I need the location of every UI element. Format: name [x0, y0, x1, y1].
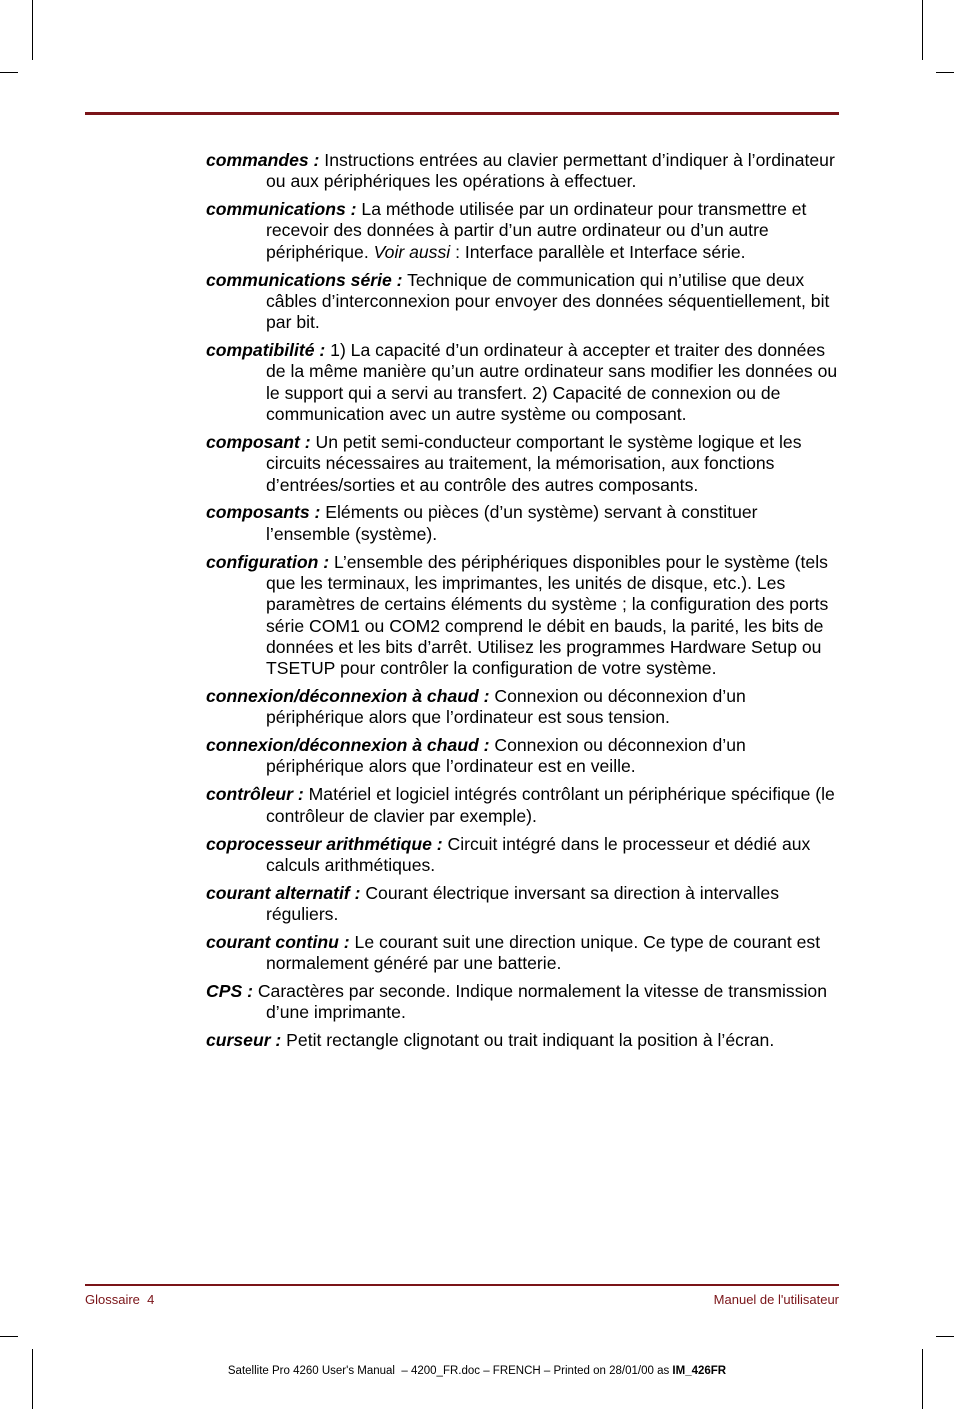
glossary-entry: [206, 552, 842, 680]
glossary-entry: [206, 502, 842, 545]
glossary-definition: La méthode utilisée par un ordinateur pour transmettre et recevoir des données à partir d’un autre ordinateur ou d’un autre périphérique.: [266, 199, 807, 262]
glossary-entry: [206, 981, 842, 1024]
crop-mark: [936, 72, 954, 73]
glossary-term: contrôleur :: [206, 784, 304, 805]
glossary-definition: Connexion ou déconnexion d’un périphérique alors que l’ordinateur est sous tension.: [266, 685, 746, 728]
glossary-list: [206, 150, 842, 1058]
crop-mark: [936, 1336, 954, 1337]
print-info-text: Satellite Pro 4260 User's Manual – 4200_FR.doc – FRENCH – Printed on 28/01/00 as: [227, 1365, 673, 1377]
glossary-definition: Le courant suit une direction unique. Ce type de courant est normalement généré par une batterie.: [266, 931, 821, 974]
print-code: IM_426FR: [672, 1365, 727, 1377]
glossary-entry: [206, 784, 842, 827]
header-rule: [85, 112, 839, 115]
glossary-definition: Instructions entrées au clavier permettant d’indiquer à l’ordinateur ou aux périphériques les opérations à effectuer.: [266, 150, 835, 192]
glossary-definition: Petit rectangle clignotant ou trait indiquant la position à l’écran.: [281, 1030, 775, 1051]
glossary-entry: [206, 150, 842, 193]
crop-mark: [32, 1349, 33, 1409]
glossary-term: compatibilité :: [206, 340, 326, 361]
glossary-entry: [206, 686, 842, 729]
glossary-entry: [206, 932, 842, 975]
glossary-entry: [206, 1030, 842, 1051]
footer-rule: [85, 1284, 839, 1286]
crop-mark: [0, 72, 18, 73]
crop-mark: [32, 0, 33, 60]
glossary-term: commandes :: [206, 150, 320, 170]
glossary-term: CPS :: [206, 981, 253, 1002]
glossary-definition: Technique de communication qui n’utilise que deux câbles d’interconnexion pour envoyer des données séquentiellement, bit par bit.: [266, 269, 830, 333]
glossary-entry: [206, 432, 842, 496]
glossary-entry: [206, 199, 842, 263]
glossary-definition: Un petit semi-conducteur comportant le système logique et les circuits nécessaires au traitement, la mémorisation, aux fonctions d’entrées/sorties et au contrôle des autres composants.: [266, 431, 802, 495]
glossary-term: courant alternatif :: [206, 882, 361, 903]
glossary-definition: L’ensemble des périphériques disponibles pour le système (tels que les terminaux, les imprimantes, les unités de disque, etc.). Les paramètres de certains éléments du système ; la configuration des ports série COM1 ou COM2 comprend le débit en bauds, la parité, les bits de données et les bits d’arrêt. Utilisez les programmes Hardware Setup ou TSETUP pour contrôler la configuration de votre système.: [266, 551, 829, 679]
glossary-definition: Matériel et logiciel intégrés contrôlant un périphérique spécifique (le contrôleur de clavier par exemple).: [266, 784, 835, 826]
crop-mark: [0, 1336, 18, 1337]
crop-mark: [922, 0, 923, 60]
glossary-term: coprocesseur arithmétique :: [206, 833, 443, 854]
glossary-entry: [206, 834, 842, 877]
crop-mark: [922, 1349, 923, 1409]
glossary-definition: 1) La capacité d’un ordinateur à accepter et traiter des données de la même manière qu’un autre ordinateur sans modifier les données ou le support qui a servi au transfert. 2) Capacité de connexion ou de communication avec un autre système ou composant.: [266, 340, 838, 425]
glossary-entry: [206, 340, 842, 425]
glossary-entry: [206, 270, 842, 334]
glossary-term: composant :: [206, 431, 311, 452]
footer-manual-title: Manuel de l'utilisateur: [713, 1292, 839, 1307]
glossary-term: courant continu :: [206, 931, 350, 952]
glossary-term: composants :: [206, 502, 321, 523]
glossary-definition: Connexion ou déconnexion d’un périphérique alors que l’ordinateur est en veille.: [266, 735, 746, 777]
see-also-text: : Interface parallèle et Interface série.: [450, 241, 746, 262]
see-also-label: Voir aussi: [373, 241, 451, 262]
glossary-definition: Courant électrique inversant sa direction à intervalles réguliers.: [266, 882, 780, 925]
glossary-term: communications série :: [206, 269, 403, 290]
glossary-definition: Eléments ou pièces (d’un système) servant à constituer l’ensemble (système).: [266, 502, 758, 544]
glossary-definition: Circuit intégré dans le processeur et dédié aux calculs arithmétiques.: [266, 833, 811, 875]
glossary-term: communications :: [206, 199, 357, 220]
glossary-entry: [206, 883, 842, 926]
glossary-term: connexion/déconnexion à chaud :: [206, 735, 490, 756]
glossary-term: configuration :: [206, 551, 330, 572]
glossary-term: curseur :: [206, 1030, 282, 1051]
print-info: [0, 1365, 954, 1377]
glossary-entry: [206, 735, 842, 778]
footer-section-page: Glossaire 4: [85, 1292, 155, 1307]
glossary-term: connexion/déconnexion à chaud :: [206, 685, 490, 706]
glossary-definition: Caractères par seconde. Indique normalement la vitesse de transmission d’une imprimante.: [252, 981, 827, 1023]
